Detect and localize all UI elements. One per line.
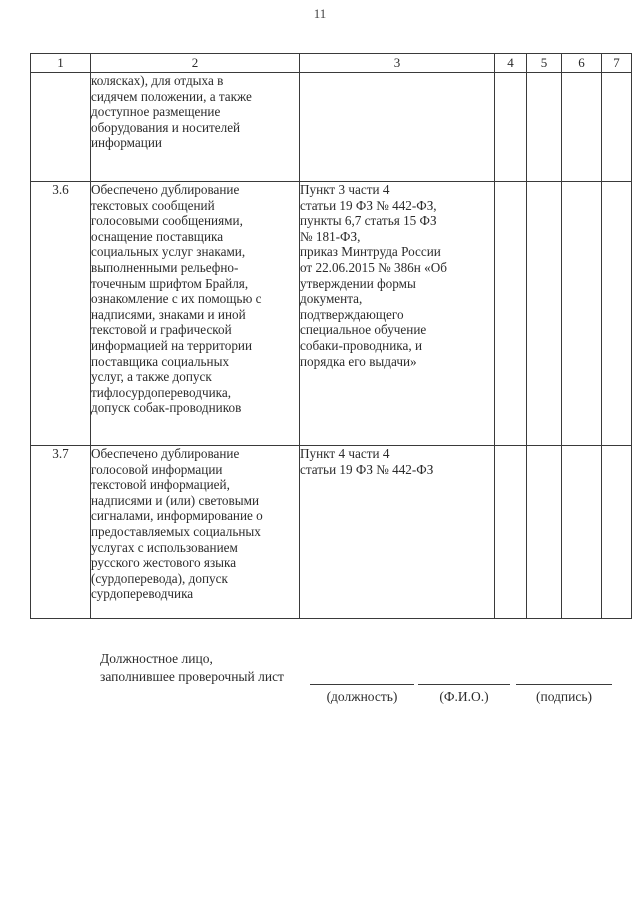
answer-cell[interactable] [562,73,602,182]
requirement-cell [91,182,300,446]
position-caption: (должность) [326,689,398,704]
column-header: 3 [300,54,495,73]
answer-cell[interactable] [602,446,632,619]
legal-reference-text: Пункт 4 части 4 статьи 19 ФЗ № 442-ФЗ [300,446,434,477]
column-header: 6 [562,54,602,73]
signature-caption: (подпись) [535,689,593,704]
answer-cell[interactable] [562,446,602,619]
answer-cell[interactable] [495,73,527,182]
table-row [31,182,632,446]
column-header: 4 [495,54,527,73]
signature-line[interactable] [516,684,612,685]
legal-reference-cell [300,73,495,182]
signature-block [100,650,620,704]
checklist-table [30,53,632,619]
requirement-cell [91,446,300,619]
page-number: 11 [313,6,327,21]
answer-cell[interactable] [527,446,562,619]
answer-cell[interactable] [602,73,632,182]
legal-reference-cell [300,446,495,619]
name-caption: (Ф.И.О.) [439,689,489,704]
answer-cell[interactable] [602,182,632,446]
requirement-cell [91,73,300,182]
table-header-row [31,54,632,73]
row-number: 3.6 [31,182,91,446]
answer-cell[interactable] [562,182,602,446]
answer-cell[interactable] [495,182,527,446]
requirement-text: колясках), для отдыха в сидячем положении, а также доступное размещение оборудования и носителей информации [91,73,252,151]
name-signature-line[interactable] [418,684,510,685]
column-header: 1 [31,54,91,73]
answer-cell[interactable] [495,446,527,619]
legal-reference-cell [300,182,495,446]
filled-by-label: заполнившее проверочный лист [100,669,284,684]
legal-reference-text: Пункт 3 части 4 статьи 19 ФЗ № 442-ФЗ, пункты 6,7 статья 15 ФЗ № 181-ФЗ, приказ Минтруда России от 22.06.2015 № 386н «Об утверждении формы документа, подтверждающего специальное обучение собаки-проводника, и порядка его выдачи» [300,182,447,369]
table-row [31,446,632,619]
position-signature-line[interactable] [310,684,414,685]
requirement-text: Обеспечено дублирование голосовой информации текстовой информацией, надписями и (или) световыми сигналами, информирование о предоставляемых социальных услугах с использованием русского жестового языка (сурдоперевода), допуск сурдопереводчика [91,446,263,602]
official-label: Должностное лицо, [100,651,213,666]
answer-cell[interactable] [527,73,562,182]
answer-cell[interactable] [527,182,562,446]
column-header: 5 [527,54,562,73]
column-header: 7 [602,54,632,73]
row-number: 3.7 [31,446,91,619]
requirement-text: Обеспечено дублирование текстовых сообщений голосовыми сообщениями, оснащение поставщика социальных услуг знаками, выполненными рельефно- точечным шрифтом Брайля, ознакомление с их помощью с надписями, знаками и иной текстовой и графической информацией на территории поставщика социальных услуг, а также допуск тифлосурдопереводчика, допуск собак-проводников [91,182,262,416]
column-header: 2 [91,54,300,73]
table-row [31,73,632,182]
row-number [31,73,91,182]
